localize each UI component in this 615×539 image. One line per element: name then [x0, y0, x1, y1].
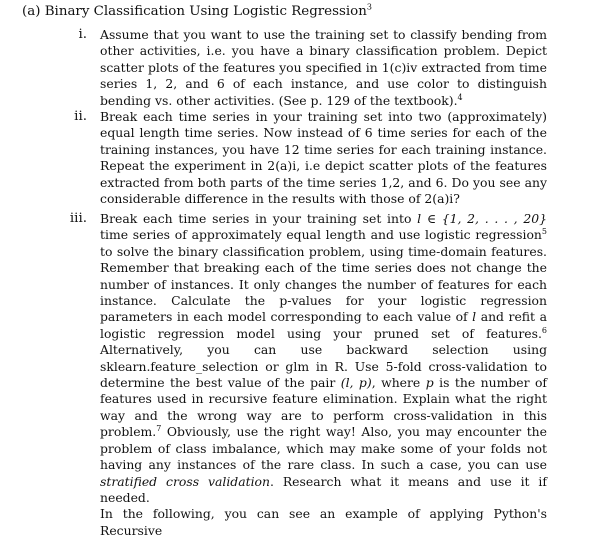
math-expression: l [472, 309, 477, 325]
item-text: to solve the binary classification problem, using time-domain features. Remember that breaking each of the time series does not change the number of instances. It only changes the number of features for each instance. Calculate the p-values for your logistic regression parameters in each model corresponding to each value of [100, 243, 547, 325]
item-text: Alternatively, you can use backward selection using sklearn.feature_selection or glm in R. Use 5-fold cross-validation to determine the best value of the pair [100, 342, 547, 391]
item-text: In the following, you can see an example of applying Python's Recursive [100, 506, 547, 538]
footnote-marker: 6 [541, 325, 547, 335]
item-text: time series of approximately equal length and use logistic regression [100, 227, 542, 243]
footnote-marker: 3 [366, 2, 372, 12]
footnote-marker: 7 [156, 424, 162, 434]
item-paragraph [100, 27, 547, 109]
item-text: Obviously, use the right way! Also, you may encounter the problem of class imbalance, which may make some of your folds not having any instances of the rare class. In such a case, you can use [100, 424, 547, 473]
item-paragraph [100, 211, 547, 539]
math-expression: l ∈ {1, 2, . . . , 20} [417, 211, 547, 226]
section-label: (a) [22, 4, 41, 19]
math-expression: p [425, 375, 434, 391]
item-text: Assume that you want to use the training set to classify bending from other activities, i.e. you have a binary classification problem. Depict scatter plots of the features you specified in 1(c)iv extracted from time series 1, 2, and 6 of each instance, and use color to distinguish bending vs. other activities. (See p. 129 of the textbook). [100, 27, 547, 108]
footnote-marker: 4 [457, 92, 463, 102]
emphasized-text: stratified cross validation [100, 473, 270, 489]
section-title: Binary Classification Using Logistic Regression [44, 4, 367, 19]
item-marker: i. [78, 27, 87, 42]
section-heading [22, 4, 372, 20]
item-marker: ii. [74, 109, 87, 124]
item-text: Break each time series in your training set into [100, 211, 418, 226]
footnote-marker: 5 [541, 227, 547, 237]
item-text: and refit a logistic regression model using your pruned set of features. [100, 309, 547, 341]
item-text: Break each time series in your training set into two (approximately) equal length time series. Now instead of 6 time series for each of the training instances, you have 12 time series for each training instance. Repeat the experiment in 2(a)i, i.e depict scatter plots of the features extracted from both parts of the time series 1,2, and 6. Do you see any considerable difference in the results with those of 2(a)i? [100, 109, 547, 207]
item-paragraph [100, 109, 547, 207]
item-marker: iii. [69, 211, 87, 226]
item-text: . Research what it means and use it if needed. [100, 473, 547, 505]
item-text: , where [371, 375, 426, 391]
item-text: is the number of features used in recursive feature elimination. Explain what the right way and the wrong way are to perform cross-validation in this problem. [100, 375, 547, 440]
math-expression: (l, p) [340, 375, 372, 391]
